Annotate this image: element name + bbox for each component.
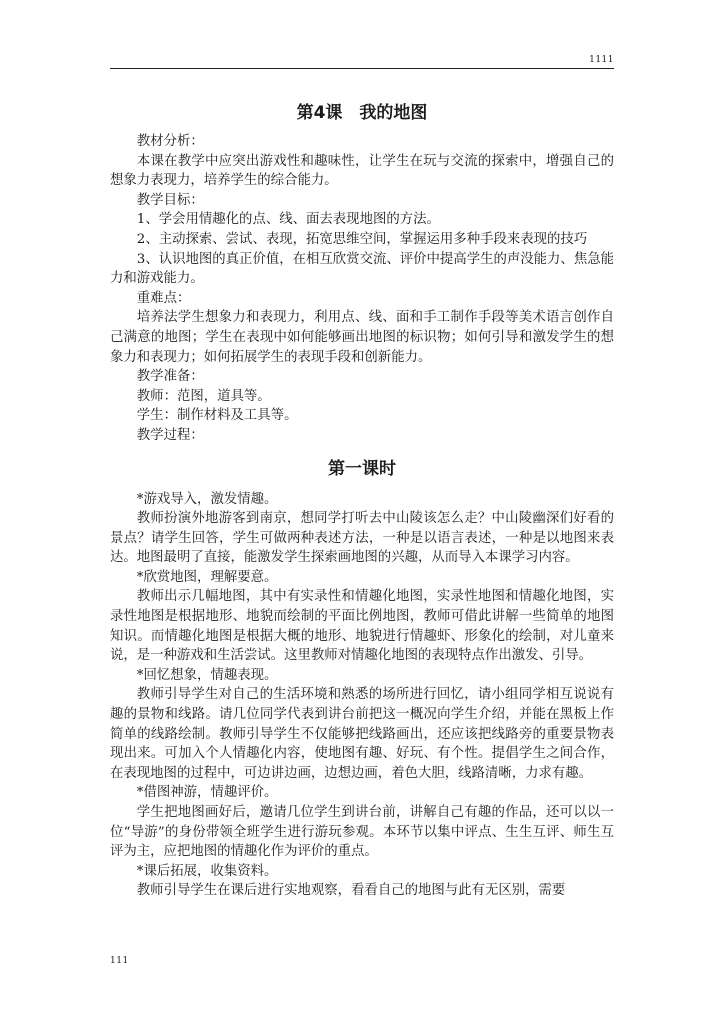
header-divider: [110, 68, 614, 69]
paragraph-process-label: 教学过程：: [136, 427, 204, 443]
paragraph-key-points-label: 重难点：: [136, 290, 191, 306]
paragraph-objective-3: 3、认识地图的真正价值，在相互欣赏交流、评价中提高学生的声没能力、焦急能力和游戏能力。: [110, 251, 614, 287]
paragraph-objective-2: 2、主动探索、尝试、表现，拓宽思维空间，掌握运用多种手段来表现的技巧: [136, 231, 588, 247]
paragraph-key-points: 培养法学生想象力和表现力，利用点、线、面和手工制作手段等美术语言创作自己满意的地图；学生在表现中如何能够画出地图的标识物；如何引导和激发学生的想象力和表现力；如何拓展学生的表现手段和创新能力。: [110, 310, 614, 365]
paragraph-objectives-label: 教学目标：: [136, 192, 204, 208]
paragraph-step-3-body: 教师引导学生对自己的生活环境和熟悉的场所进行回忆，请小组同学相互说说有趣的景物和线路。请几位同学代表到讲台前把这一概况向学生介绍，并能在黑板上作简单的线路绘制。教师引导学生不仅能够把线路画出，还应该把线路旁的重要景物表现出来。可加入个人情趣化内容，使地图有趣、好玩、有个性。提倡学生之间合作，在表现地图的过程中，可边讲边画，边想边画，着色大胆，线路清晰，力求有趣。: [110, 687, 614, 781]
paragraph-step-5-body: 教师引导学生在课后进行实地观察，看看自己的地图与此有无区别，需要: [136, 883, 566, 899]
page-footer-number: 111: [110, 956, 129, 966]
page-header-number: 1111: [589, 55, 614, 65]
document-body: [110, 100, 614, 901]
paragraph-preparation-label: 教学准备：: [136, 369, 204, 385]
paragraph-preparation-teacher: 教师：范图，道具等。: [136, 388, 271, 404]
paragraph-step-4-heading: *借图神游，情趣评价。: [136, 785, 278, 801]
paragraph-material-analysis-label: 教材分析：: [136, 134, 204, 149]
paragraph-step-5-heading: *课后拓展，收集资料。: [136, 863, 278, 879]
paragraph-material-analysis: 本课在教学中应突出游戏性和趣味性，让学生在玩与交流的探索中，增强自己的想象力表现力，培养学生的综合能力。: [110, 153, 614, 189]
section-title-first-period: 第一课时: [328, 458, 396, 479]
paragraph-step-3-heading: *回忆想象，情趣表现。: [136, 667, 278, 683]
lesson-title: 第4课 我的地图: [296, 103, 428, 123]
paragraph-step-1-heading: *游戏导入，激发情趣。: [136, 491, 278, 507]
paragraph-step-1-body: 教师扮演外地游客到南京，想同学打听去中山陵该怎么走？中山陵幽深们好看的景点？请学生回答，学生可做两种表述方法，一种是以语言表述，一种是以地图来表达。地图最明了直接，能激发学生探索画地图的兴趣，从而导入本课学习内容。: [110, 511, 614, 566]
paragraph-step-2-heading: *欣赏地图，理解要意。: [136, 569, 278, 585]
paragraph-step-2-body: 教师出示几幅地图，其中有实录性和情趣化地图，实录性地图和情趣化地图，实录性地图是根据地形、地貌而绘制的平面比例地图，教师可借此讲解一些简单的地图知识。而情趣化地图是根据大概的地形、地貌进行情趣虾、形象化的绘制，对儿童来说，是一种游戏和生活尝试。这里教师对情趣化地图的表现特点作出激发、引导。: [110, 589, 614, 664]
paragraph-objective-1: 1、学会用情趣化的点、线、面去表现地图的方法。: [136, 212, 440, 228]
paragraph-step-4-body: 学生把地图画好后，邀请几位学生到讲台前，讲解自己有趣的作品，还可以以一位“导游”的身份带领全班学生进行游玩参观。本环节以集中评点、生生互评、师生互评为主，应把地图的情趣化作为评价的重点。: [110, 805, 614, 860]
paragraph-preparation-student: 学生：制作材料及工具等。: [136, 408, 298, 424]
